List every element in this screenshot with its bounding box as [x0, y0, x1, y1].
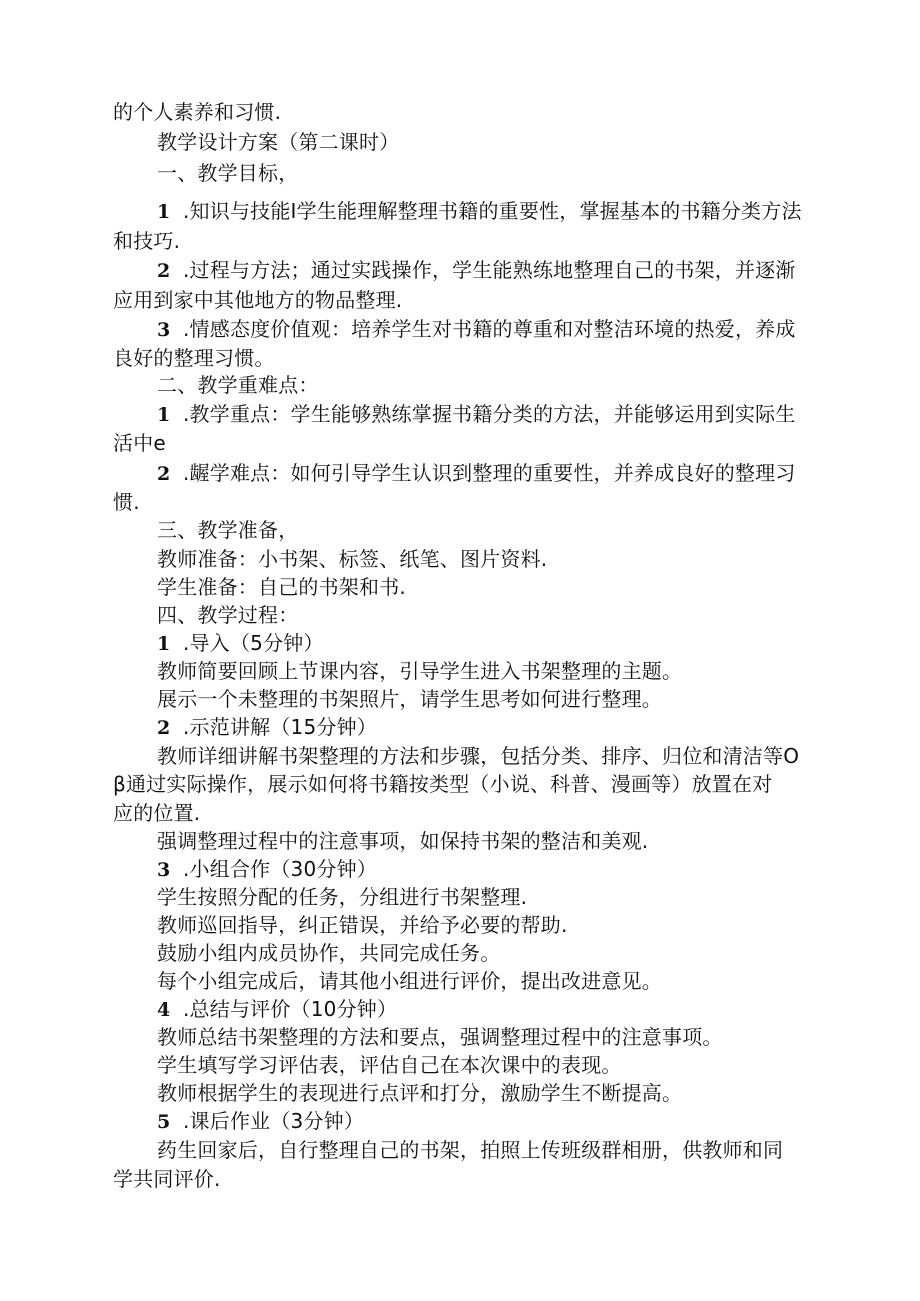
text-line: 每个小组完成后，请其他小组进行评价，提出改进意见。: [157, 969, 662, 993]
list-number: 1: [157, 633, 171, 655]
text-line: 教师详细讲解书架整理的方法和步骤，包括分类、排序、归位和清洁等O: [157, 744, 800, 768]
list-text: .知识与技能I学生能理解整理书籍的重要性，掌握基本的书籍分类方法: [183, 199, 802, 223]
text-line: 学生按照分配的任务，分组进行书架整理.: [157, 885, 528, 909]
list-number: 1: [157, 404, 171, 426]
text-line: 教师总结书架整理的方法和要点，强调整理过程中的注意事项。: [157, 1025, 723, 1049]
section-heading: 一、教学目标，: [157, 161, 299, 185]
list-text: .小组合作（30分钟）: [183, 857, 378, 881]
text-line: 教师根据学生的表现进行点评和打分，激励学生不断提高。: [157, 1081, 683, 1105]
text-line: 学生准备：自己的书架和书.: [157, 575, 406, 599]
list-number: 1: [157, 201, 171, 223]
list-number: 5: [157, 1111, 171, 1133]
text-line: 鼓励小组内成员协作，共同完成任务。: [157, 941, 501, 965]
list-item: [157, 714, 377, 741]
text-line: 应的位置.: [113, 801, 201, 825]
list-text: .示范讲解（15分钟）: [183, 715, 378, 739]
list-text: .情感态度价值观：培养学生对书籍的尊重和对整洁环境的热爱，养成: [183, 317, 796, 341]
section-heading: 三、教学准备，: [157, 518, 299, 542]
text-line: 应用到家中其他地方的物品整理.: [113, 288, 403, 312]
list-text: .龌学难点：如何引导学生认识到整理的重要性，并养成良好的整理习: [183, 461, 796, 485]
text-line: 药生回家后，自行整理自己的书架，拍照上传班级群相册，供教师和同: [157, 1138, 784, 1162]
list-item: [157, 316, 796, 343]
list-number: 4: [157, 999, 171, 1021]
text-line: 的个人素养和习惯.: [113, 100, 282, 124]
text-line: 活中e: [113, 431, 166, 455]
text-line: 和技巧.: [113, 229, 181, 253]
list-item: [157, 996, 397, 1023]
text-line: β通过实际操作，展示如何将书籍按类型（小说、科普、漫画等）放置在对: [113, 772, 773, 796]
list-text: .导入（5分钟）: [183, 631, 324, 655]
section-heading: 四、教学过程：: [157, 603, 299, 627]
text-line: 教师准备：小书架、标签、纸笔、图片资料.: [157, 547, 548, 571]
list-text: .过程与方法；通过实践操作，学生能熟练地整理自己的书架，并逐渐: [183, 258, 796, 282]
text-line: 展示一个未整理的书架照片，请学生思考如何进行整理。: [157, 687, 662, 711]
list-item: [157, 257, 796, 284]
list-number: 2: [157, 260, 171, 282]
list-item: [157, 401, 796, 428]
text-line: 惯.: [113, 490, 140, 514]
text-line: 学生填写学习评估表，评估自己在本次课中的表现。: [157, 1053, 622, 1077]
list-item: [157, 1108, 364, 1135]
list-text: .课后作业（3分钟）: [183, 1109, 365, 1133]
text-line: 教师简要回顾上节课内容，引导学生进入书架整理的主题。: [157, 659, 683, 683]
list-text: .教学重点：学生能够熟练掌握书籍分类的方法，并能够运用到实际生: [183, 402, 796, 426]
section-heading: 二、教学重难点：: [157, 373, 319, 397]
list-number: 3: [157, 319, 171, 341]
text-line: 学共同评价.: [113, 1167, 221, 1191]
list-item: [157, 630, 324, 657]
list-number: 2: [157, 463, 171, 485]
list-item: [157, 460, 796, 487]
list-item: [157, 856, 377, 883]
text-line: 强调整理过程中的注意事项，如保持书架的整洁和美观.: [157, 829, 649, 853]
list-item: [157, 198, 802, 225]
list-number: 3: [157, 859, 171, 881]
section-heading: 教学设计方案（第二课时）: [157, 130, 400, 154]
text-line: 良好的整理习惯。: [113, 346, 275, 370]
list-text: .总结与评价（10分钟）: [183, 997, 398, 1021]
text-line: 教师巡回指导，纠正错误，并给予必要的帮助.: [157, 913, 568, 937]
list-number: 2: [157, 717, 171, 739]
